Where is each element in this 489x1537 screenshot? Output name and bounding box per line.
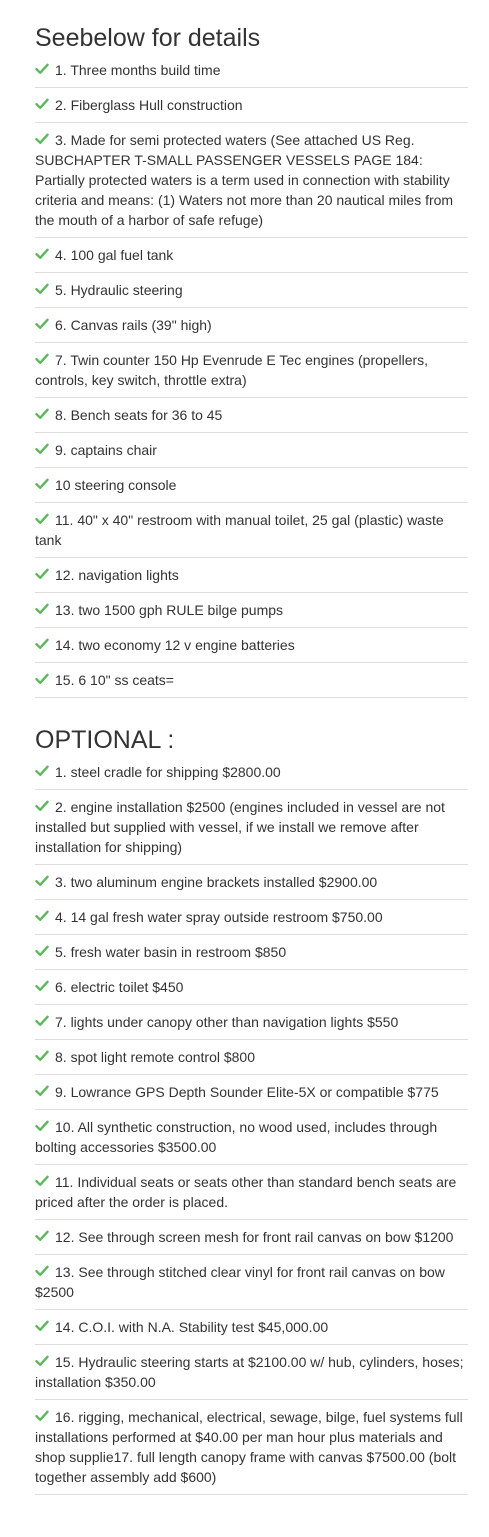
list-item [35,935,468,970]
checkmark-icon [35,1229,49,1243]
list-item [35,1110,468,1165]
list-item-text: 4. 14 gal fresh water spray outside restroom $750.00 [55,909,383,925]
checkmark-icon [35,62,49,76]
list-item-text: 15. Hydraulic steering starts at $2100.00 w/ hub, cylinders, hoses; installation $350.00 [35,1354,464,1390]
list-item [35,503,468,558]
list-item-text: 11. 40" x 40" restroom with manual toilet, 25 gal (plastic) waste tank [35,512,444,548]
list-item-text: 13. See through stitched clear vinyl for front rail canvas on bow $2500 [35,1264,445,1300]
list-item [35,1075,468,1110]
list-item-text: 7. Twin counter 150 Hp Evenrude E Tec engines (propellers, controls, key switch, throttle extra) [35,352,429,388]
checkmark-icon [35,799,49,813]
list-item-text: 1. steel cradle for shipping $2800.00 [55,764,281,780]
list-item-text: 6. electric toilet $450 [55,979,184,995]
checkmark-icon [35,1119,49,1133]
list-item-text: 2. engine installation $2500 (engines included in vessel are not installed but supplied with vessel, if we install we remove after installation for shipping) [35,799,445,855]
details-list [35,53,468,698]
list-item-text: 5. Hydraulic steering [55,282,183,298]
list-item [35,433,468,468]
list-item-text: 3. two aluminum engine brackets installed $2900.00 [55,874,378,890]
list-item [35,865,468,900]
checkmark-icon [35,567,49,581]
checkmark-icon [35,407,49,421]
list-item-text: 4. 100 gal fuel tank [55,247,174,263]
list-item [35,1040,468,1075]
checkmark-icon [35,764,49,778]
checkmark-icon [35,132,49,146]
list-item [35,593,468,628]
checkmark-icon [35,317,49,331]
list-item [35,123,468,238]
checkmark-icon [35,352,49,366]
list-item-text: 11. Individual seats or seats other than standard bench seats are priced after the order is placed. [35,1174,457,1210]
checkmark-icon [35,442,49,456]
checkmark-icon [35,874,49,888]
list-item [35,1165,468,1220]
list-item [35,1400,468,1495]
list-item-text: 8. Bench seats for 36 to 45 [55,407,223,423]
list-item-text: 16. rigging, mechanical, electrical, sewage, bilge, fuel systems full installations performed at $40.00 per man hour plus materials and shop supplie17. full length canopy frame with canvas $7500.00 (bolt together assembly add $600) [35,1409,463,1485]
list-item [35,468,468,503]
checkmark-icon [35,1049,49,1063]
list-item [35,1220,468,1255]
list-item-text: 1. Three months build time [55,62,221,78]
checkmark-icon [35,477,49,491]
checkmark-icon [35,1014,49,1028]
list-item-text: 10. All synthetic construction, no wood used, includes through bolting accessories $3500.00 [35,1119,438,1155]
list-item [35,790,468,865]
list-item [35,238,468,273]
checkmark-icon [35,944,49,958]
list-item [35,1345,468,1400]
list-item-text: 7. lights under canopy other than navigation lights $550 [55,1014,399,1030]
list-item-text: 13. two 1500 gph RULE bilge pumps [55,602,284,618]
list-item [35,1255,468,1310]
checkmark-icon [35,979,49,993]
list-item [35,1310,468,1345]
checkmark-icon [35,1319,49,1333]
checkmark-icon [35,602,49,616]
checkmark-icon [35,1084,49,1098]
list-item [35,343,468,398]
list-item [35,398,468,433]
checkmark-icon [35,637,49,651]
list-item [35,558,468,593]
checkmark-icon [35,672,49,686]
details-title: Seebelow for details [35,24,261,52]
checkmark-icon [35,512,49,526]
list-item-text: 6. Canvas rails (39" high) [55,317,212,333]
list-item-text: 14. C.O.I. with N.A. Stability test $45,000.00 [55,1319,329,1335]
checkmark-icon [35,247,49,261]
checkmark-icon [35,909,49,923]
list-item-text: 10 steering console [55,477,177,493]
list-item-text: 8. spot light remote control $800 [55,1049,256,1065]
checkmark-icon [35,1354,49,1368]
optional-title: OPTIONAL : [35,726,175,754]
list-item [35,53,468,88]
list-item-text: 2. Fiberglass Hull construction [55,97,243,113]
optional-list [35,755,468,1495]
list-item-text: 3. Made for semi protected waters (See attached US Reg. SUBCHAPTER T-SMALL PASSENGER VESSELS PAGE 184: Partially protected waters is a term used in connection with stability criteria and means: (1) Waters not more than 20 nautical miles from the mouth of a harbor of safe refuge) [35,132,454,228]
list-item [35,970,468,1005]
checkmark-icon [35,1409,49,1423]
list-item-text: 5. fresh water basin in restroom $850 [55,944,287,960]
list-item [35,755,468,790]
list-item-text: 15. 6 10" ss ceats= [55,672,174,688]
list-item [35,628,468,663]
checkmark-icon [35,1264,49,1278]
checkmark-icon [35,282,49,296]
list-item-text: 12. navigation lights [55,567,179,583]
list-item-text: 9. Lowrance GPS Depth Sounder Elite-5X or compatible $775 [55,1084,439,1100]
list-item [35,1005,468,1040]
list-item-text: 14. two economy 12 v engine batteries [55,637,295,653]
list-item [35,663,468,698]
checkmark-icon [35,97,49,111]
list-item-text: 12. See through screen mesh for front rail canvas on bow $1200 [55,1229,454,1245]
list-item [35,900,468,935]
list-item [35,88,468,123]
checkmark-icon [35,1174,49,1188]
list-item-text: 9. captains chair [55,442,157,458]
list-item [35,308,468,343]
list-item [35,273,468,308]
